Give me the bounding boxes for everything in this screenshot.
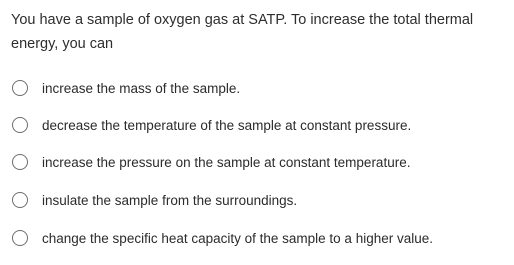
- answer-option[interactable]: [12, 188, 297, 212]
- question-text: You have a sample of oxygen gas at SATP. To increase the total thermal energy, you can: [11, 12, 474, 52]
- radio-button[interactable]: [12, 80, 28, 96]
- answer-option[interactable]: [12, 226, 433, 250]
- radio-button[interactable]: [12, 230, 28, 246]
- answer-option[interactable]: [12, 76, 240, 100]
- radio-button[interactable]: [12, 154, 28, 170]
- option-label: increase the pressure on the sample at constant temperature.: [42, 154, 411, 170]
- option-label: increase the mass of the sample.: [42, 80, 241, 96]
- radio-button[interactable]: [12, 192, 28, 208]
- radio-button[interactable]: [12, 117, 28, 133]
- option-label: decrease the temperature of the sample at constant pressure.: [42, 117, 412, 133]
- option-label: change the specific heat capacity of the sample to a higher value.: [42, 230, 433, 246]
- option-label: insulate the sample from the surroundings.: [42, 192, 298, 208]
- answer-option[interactable]: [12, 150, 410, 174]
- answer-option[interactable]: [12, 113, 411, 137]
